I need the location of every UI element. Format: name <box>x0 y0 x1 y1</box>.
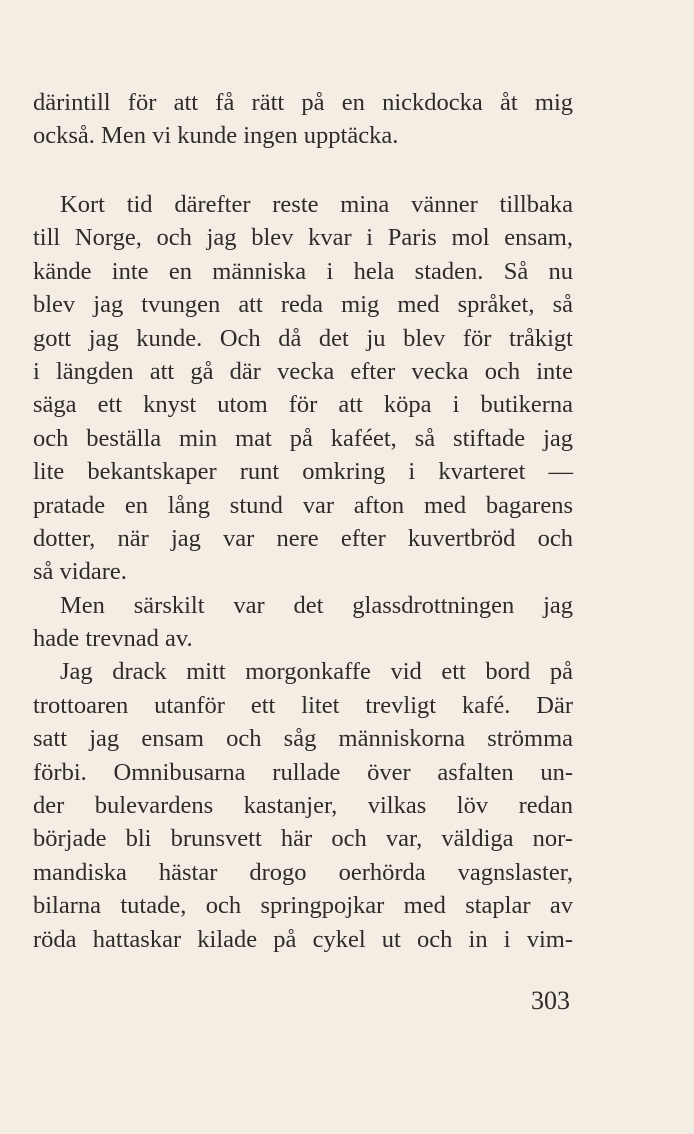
text-line: började bli brunsvett här och var, väldiga nor- <box>33 825 573 853</box>
text-line: därintill för att få rätt på en nickdocka åt mig <box>33 89 573 116</box>
text-line: Men särskilt var det glassdrottningen jag <box>60 591 573 619</box>
paragraph-continuation <box>33 86 573 153</box>
text-line: så vidare. <box>33 558 127 586</box>
text-line: också. Men vi kunde ingen upptäcka. <box>33 122 399 150</box>
text-line: trottoaren utanför ett litet trevligt kafé. Där <box>33 691 573 719</box>
text-line: mandiska hästar drogo oerhörda vagnslaster, <box>33 858 573 886</box>
text-line: Kort tid därefter reste mina vänner tillbaka <box>60 191 573 218</box>
text-line: bilarna tutade, och springpojkar med staplar av <box>33 892 573 920</box>
text-line: lite bekantskaper runt omkring i kvarteret — <box>33 458 573 486</box>
text-line: Jag drack mitt morgonkaffe vid ett bord på <box>60 658 573 686</box>
text-line: i längden att gå där vecka efter vecka och inte <box>33 357 573 385</box>
text-line: hade trevnad av. <box>33 625 193 653</box>
text-line: der bulevardens kastanjer, vilkas löv redan <box>33 792 573 820</box>
text-line: till Norge, och jag blev kvar i Paris mol ensam, <box>33 224 573 252</box>
paragraph <box>33 589 573 656</box>
paragraph <box>33 655 573 956</box>
text-line: och beställa min mat på kaféet, så stiftade jag <box>33 424 573 452</box>
paragraph <box>33 188 573 589</box>
text-line: röda hattaskar kilade på cykel ut och in i vim- <box>33 925 573 953</box>
text-line: dotter, när jag var nere efter kuvertbröd och <box>33 524 573 552</box>
text-line: säga ett knyst utom för att köpa i butikerna <box>33 391 573 419</box>
text-line: satt jag ensam och såg människorna strömma <box>33 725 573 753</box>
text-line: kände inte en människa i hela staden. Så nu <box>33 257 573 285</box>
text-line: pratade en lång stund var afton med bagarens <box>33 491 573 519</box>
text-line: gott jag kunde. Och då det ju blev för tråkigt <box>33 324 573 352</box>
text-line: förbi. Omnibusarna rullade över asfalten un- <box>33 758 573 786</box>
main-text <box>33 188 573 956</box>
text-line: blev jag tvungen att reda mig med språket, så <box>33 291 573 319</box>
page-number: 303 <box>531 986 570 1015</box>
